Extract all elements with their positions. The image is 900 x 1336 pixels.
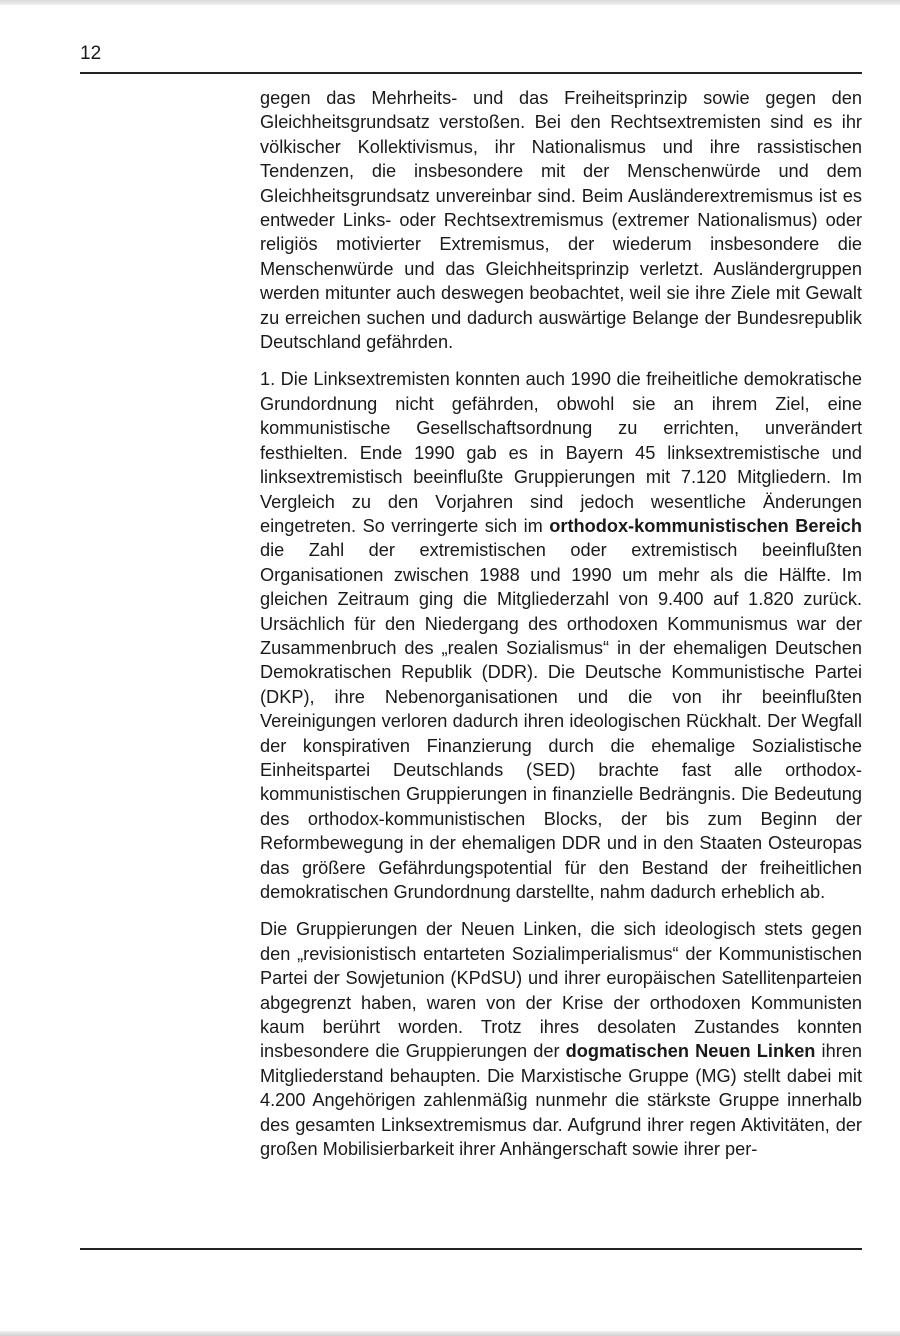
paragraph-1 bbox=[260, 86, 862, 354]
paragraph-1-text: gegen das Mehrheits- und das Freiheitsprinzip sowie gegen den Gleichheitsgrundsatz verstoßen. Bei den Rechtsextremisten sind es ihr völkischer Kollektivismus, ihr Nationalismus und ihre rassistischen Tendenzen, die insbesondere mit der Menschenwürde und dem Gleichheitsgrundsatz unvereinbar sind. Beim Ausländerextremismus ist es entweder Links- oder Rechtsextremismus (extremer Nationalismus) oder religiös motivierter Extremismus, der wiederum insbesondere die Menschenwürde und das Gleichheitsprinzip verletzt. Ausländergruppen werden mitunter auch deswegen beobachtet, weil sie ihre Ziele mit Gewalt zu erreichen suchen und dadurch auswärtige Belange der Bundesrepublik Deutschland gefährden. bbox=[260, 88, 862, 353]
paragraph-2 bbox=[260, 367, 862, 904]
emphasis-dogmatischen-neuen-linken: dogmatischen Neuen Linken bbox=[565, 1041, 816, 1062]
paragraph-2-text-a: 1. Die Linksextremisten konnten auch 1990 die freiheitliche demokratische Grundordnung nicht gefährden, obwohl sie an ihrem Ziel, eine kommunistische Gesellschaftsordnung zu errichten, unverändert festhielten. Ende 1990 gab es in Bayern 45 linksextremistische und linksextremistisch beeinflußte Gruppierungen mit 7.120 Mitgliedern. Im Vergleich zu den Vorjahren sind jedoch wesentliche Änderungen eingetreten. So verringerte sich im bbox=[260, 369, 862, 536]
paragraph-3-text-a: Die Gruppierungen der Neuen Linken, die sich ideologisch stets gegen den „revisionistisch entarteten Sozialimperialismus“ der Kommunistischen Partei der Sowjetunion (KPdSU) und ihrer europäischen Satellitenparteien abgegrenzt haben, waren von der Krise der orthodoxen Kommunisten kaum berührt worden. Trotz ihres desolaten Zustandes konnten insbesondere die Gruppierungen der bbox=[260, 919, 862, 1062]
emphasis-orthodox-kommunistischen-bereich: orthodox-kommunistischen Bereich bbox=[549, 515, 862, 536]
body-text bbox=[260, 86, 862, 1174]
header-rule bbox=[80, 72, 862, 74]
paragraph-3 bbox=[260, 917, 862, 1161]
page-number: 12 bbox=[80, 43, 102, 64]
scan-edge-bottom bbox=[0, 1331, 900, 1336]
paragraph-2-text-b: die Zahl der extremistischen oder extremistisch beeinflußten Organisationen zwischen 1988 und 1990 um mehr als die Hälfte. Im gleichen Zeitraum ging die Mitgliederzahl von 9.400 auf 1.820 zurück. Ursächlich für den Niedergang des orthodoxen Kommunismus war der Zusammenbruch des „realen Sozialismus“ in der ehemaligen Deutschen Demokratischen Republik (DDR). Die Deutsche Kommunistische Partei (DKP), ihre Nebenorganisationen und die von ihr beeinflußten Vereinigungen verloren dadurch ihren ideologischen Rückhalt. Der Wegfall der konspirativen Finanzierung durch die ehemalige Sozialistische Einheitspartei Deutschlands (SED) brachte fast alle orthodox-kommunistischen Gruppierungen in finanzielle Bedrängnis. Die Bedeutung des orthodox-kommunistischen Blocks, der bis zum Beginn der Reformbewegung in der ehemaligen DDR und in den Staaten Osteuropas das größere Gefährdungspotential für den Bestand der freiheitlichen demokratischen Grundordnung darstellte, nahm dadurch erheblich ab. bbox=[260, 540, 862, 902]
paragraph-3-text-b: ihren Mitgliederstand behaupten. Die Marxistische Gruppe (MG) stellt dabei mit 4.200 Angehörigen zahlenmäßig nunmehr die stärkste Gruppe innerhalb des gesamten Linksextremismus dar. Aufgrund ihrer regen Aktivitäten, der großen Mobilisierbarkeit ihrer Anhängerschaft sowie ihrer per- bbox=[260, 1041, 863, 1160]
scan-edge-top bbox=[0, 0, 900, 5]
footer-rule bbox=[80, 1248, 862, 1250]
